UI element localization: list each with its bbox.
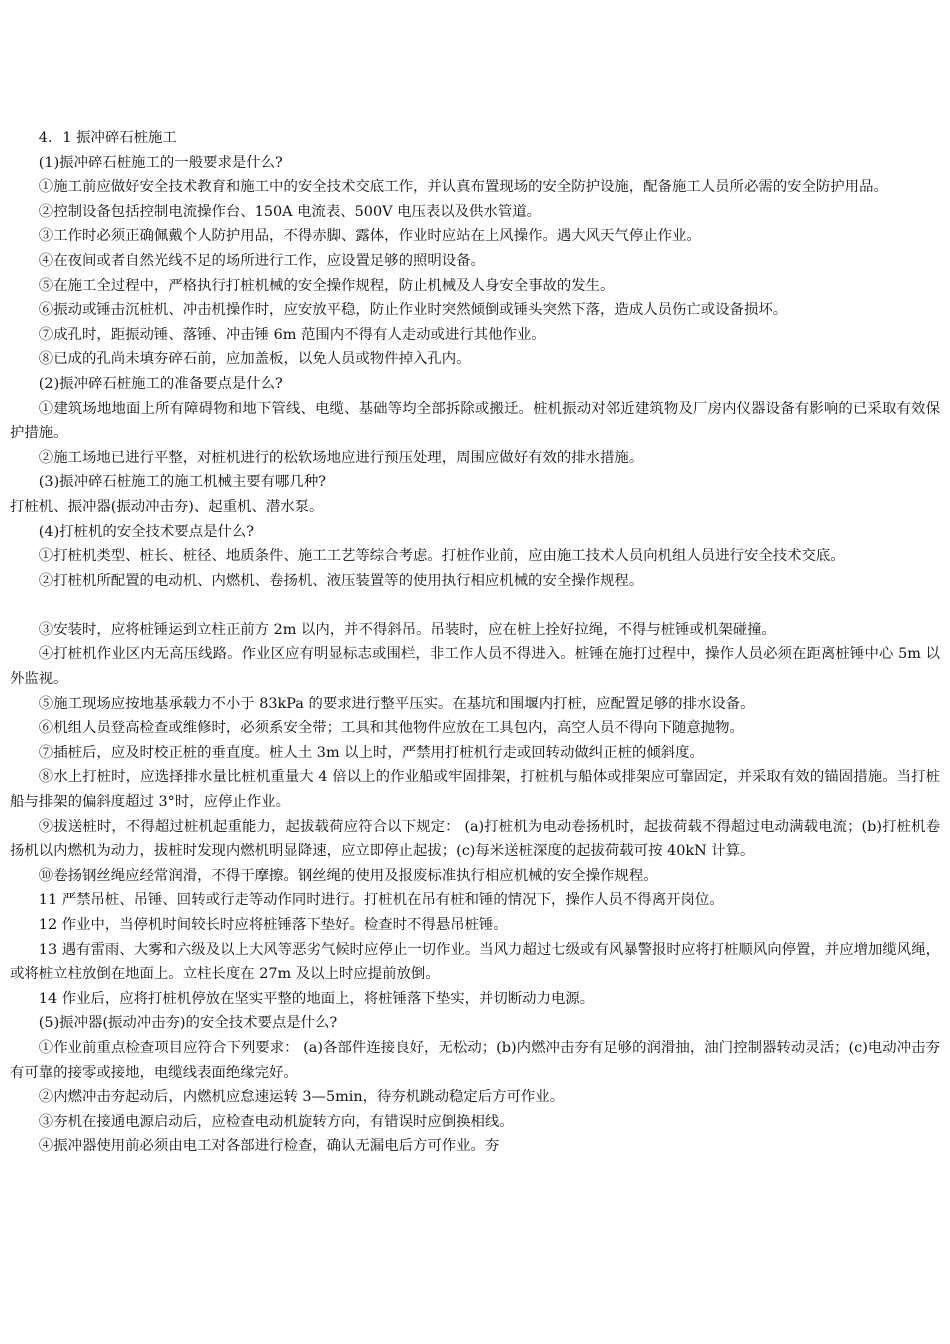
paragraph: (1)振冲碎石桩施工的一般要求是什么? — [38, 154, 283, 171]
blank-line — [10, 593, 940, 618]
paragraph: ⑨拔送桩时，不得超过桩机起重能力，起拔载荷应符合以下规定： (a)打桩机为电动卷扬机时，起拔荷载不得超过电动满载电流；(b)打桩机卷扬机以内燃机为动力，拔桩时发现内燃机明显降速，应立即停止起拔；(c)每米送桩深度的起拔荷载可按 40kN 计算。 — [10, 818, 940, 860]
paragraph: ②内燃冲击夯起动后，内燃机应怠速运转 3—5min，待夯机跳动稳定后方可作业。 — [38, 1089, 565, 1106]
paragraph: ⑤在施工全过程中，严格执行打桩机械的安全操作规程，防止机械及人身安全事故的发生。 — [38, 277, 615, 294]
paragraph: 11 严禁吊桩、吊锤、回转或行走等动作同时进行。打桩机在吊有桩和锤的情况下，操作人员不得离开岗位。 — [38, 892, 724, 909]
paragraph: ②施工场地已进行平整，对桩机进行的松软场地应进行预压处理，周围应做好有效的排水措施。 — [38, 449, 644, 466]
paragraph: ①打桩机类型、桩长、桩径、地质条件、施工工艺等综合考虑。打桩作业前，应由施工技术人员向机组人员进行安全技术交底。 — [38, 548, 845, 565]
document-page — [10, 126, 940, 1159]
paragraph: ⑥振动或锤击沉桩机、冲击机操作时，应安放平稳，防止作业时突然倾倒或锤头突然下落，造成人员伤亡或设备损坏。 — [38, 302, 788, 319]
paragraph: ①作业前重点检查项目应符合下列要求： (a)各部件连接良好，无松动；(b)内燃冲击夯有足够的润滑抽，油门控制器转动灵活；(c)电动冲击夯有可靠的接零或接地，电缆线表面绝缘完好。 — [10, 1039, 940, 1081]
paragraph: ⑥机组人员登高检查或维修时，必须系安全带；工具和其他物件应放在工具包内，高空人员不得向下随意抛物。 — [38, 720, 744, 737]
paragraph: ⑦插桩后，应及时校正桩的垂直度。桩人土 3m 以上时，严禁用打桩机行走或回转动做纠正桩的倾斜度。 — [38, 744, 704, 761]
paragraph: (2)振冲碎石桩施工的准备要点是什么? — [38, 375, 283, 392]
paragraph: ⑧已成的孔尚未填夯碎石前，应加盖板，以免人员或物件掉入孔内。 — [38, 351, 471, 368]
paragraph: (5)振冲器(振动冲击夯)的安全技术要点是什么? — [38, 1015, 338, 1032]
paragraph: 打桩机、振冲器(振动冲击夯)、起重机、潜水泵。 — [10, 498, 324, 515]
paragraph: ④振冲器使用前必须由电工对各部进行检查，确认无漏电后方可作业。夯 — [38, 1138, 500, 1155]
paragraph: ⑦成孔时，距振动锤、落锤、冲击锤 6m 范围内不得有人走动或进行其他作业。 — [38, 326, 546, 343]
paragraph: 13 遇有雷雨、大雾和六级及以上大风等恶劣气候时应停止一切作业。当风力超过七级或有风暴警报时应将打桩顺风向停置，并应增加缆风绳，或将桩立柱放倒在地面上。立柱长度在 27m 及以上时应提前放倒。 — [10, 941, 940, 983]
paragraph: 12 作业中，当停机时间较长时应将桩锤落下垫好。检查时不得悬吊桩锤。 — [38, 917, 508, 933]
paragraph: ②控制设备包括控制电流操作台、150A 电流表、500V 电压表以及供水管道。 — [38, 203, 541, 220]
paragraph: 4．1 振冲碎石桩施工 — [38, 130, 177, 146]
paragraph: ⑧水上打桩时，应选择排水量比桩机重量大 4 倍以上的作业船或牢固排架，打桩机与船体或排架应可靠固定，并采取有效的锚固措施。当打桩船与排架的偏斜度超过 3°时，应停止作业。 — [10, 769, 940, 811]
paragraph: 14 作业后，应将打桩机停放在坚实平整的地面上，将桩锤落下垫实，并切断动力电源。 — [38, 990, 595, 1007]
paragraph: (4)打桩机的安全技术要点是什么? — [38, 523, 254, 540]
paragraph: ⑤施工现场应按地基承载力不小于 83kPa 的要求进行整平压实。在基坑和围堰内打桩，应配置足够的排水设备。 — [38, 695, 755, 712]
paragraph: ①建筑场地地面上所有障碍物和地下管线、电缆、基础等均全部拆除或搬迁。桩机振动对邻近建筑物及厂房内仪器设备有影响的已采取有效保护措施。 — [10, 400, 940, 442]
paragraph: (3)振冲碎石桩施工的施工机械主要有哪几种? — [38, 474, 326, 491]
paragraph: ③工作时必须正确佩戴个人防护用品，不得赤脚、露体，作业时应站在上风操作。遇大风天气停止作业。 — [38, 228, 701, 245]
paragraph: ④打桩机作业区内无高压线路。作业区应有明显标志或围栏，非工作人员不得进入。桩锤在施打过程中，操作人员必须在距离桩锤中心 5m 以外监视。 — [10, 646, 940, 688]
paragraph: ③夯机在接通电源启动后，应检查电动机旋转方向，有错误时应倒换相线。 — [38, 1113, 514, 1130]
paragraph: ②打桩机所配置的电动机、内燃机、卷扬机、液压装置等的使用执行相应机械的安全操作规程。 — [38, 572, 644, 589]
paragraph: ⑩卷扬钢丝绳应经常润滑，不得干摩擦。钢丝绳的使用及报废标准执行相应机械的安全操作规程。 — [38, 867, 658, 884]
paragraph: ③安装时，应将桩锤运到立柱正前方 2m 以内，并不得斜吊。吊装时，应在桩上拴好拉绳，不得与桩锤或机架碰撞。 — [38, 621, 776, 638]
paragraph: ④在夜间或者自然光线不足的场所进行工作，应设置足够的照明设备。 — [38, 252, 485, 269]
paragraph: ①施工前应做好安全技术教育和施工中的安全技术交底工作，并认真布置现场的安全防护设施，配备施工人员所必需的安全防护用品。 — [38, 179, 888, 196]
